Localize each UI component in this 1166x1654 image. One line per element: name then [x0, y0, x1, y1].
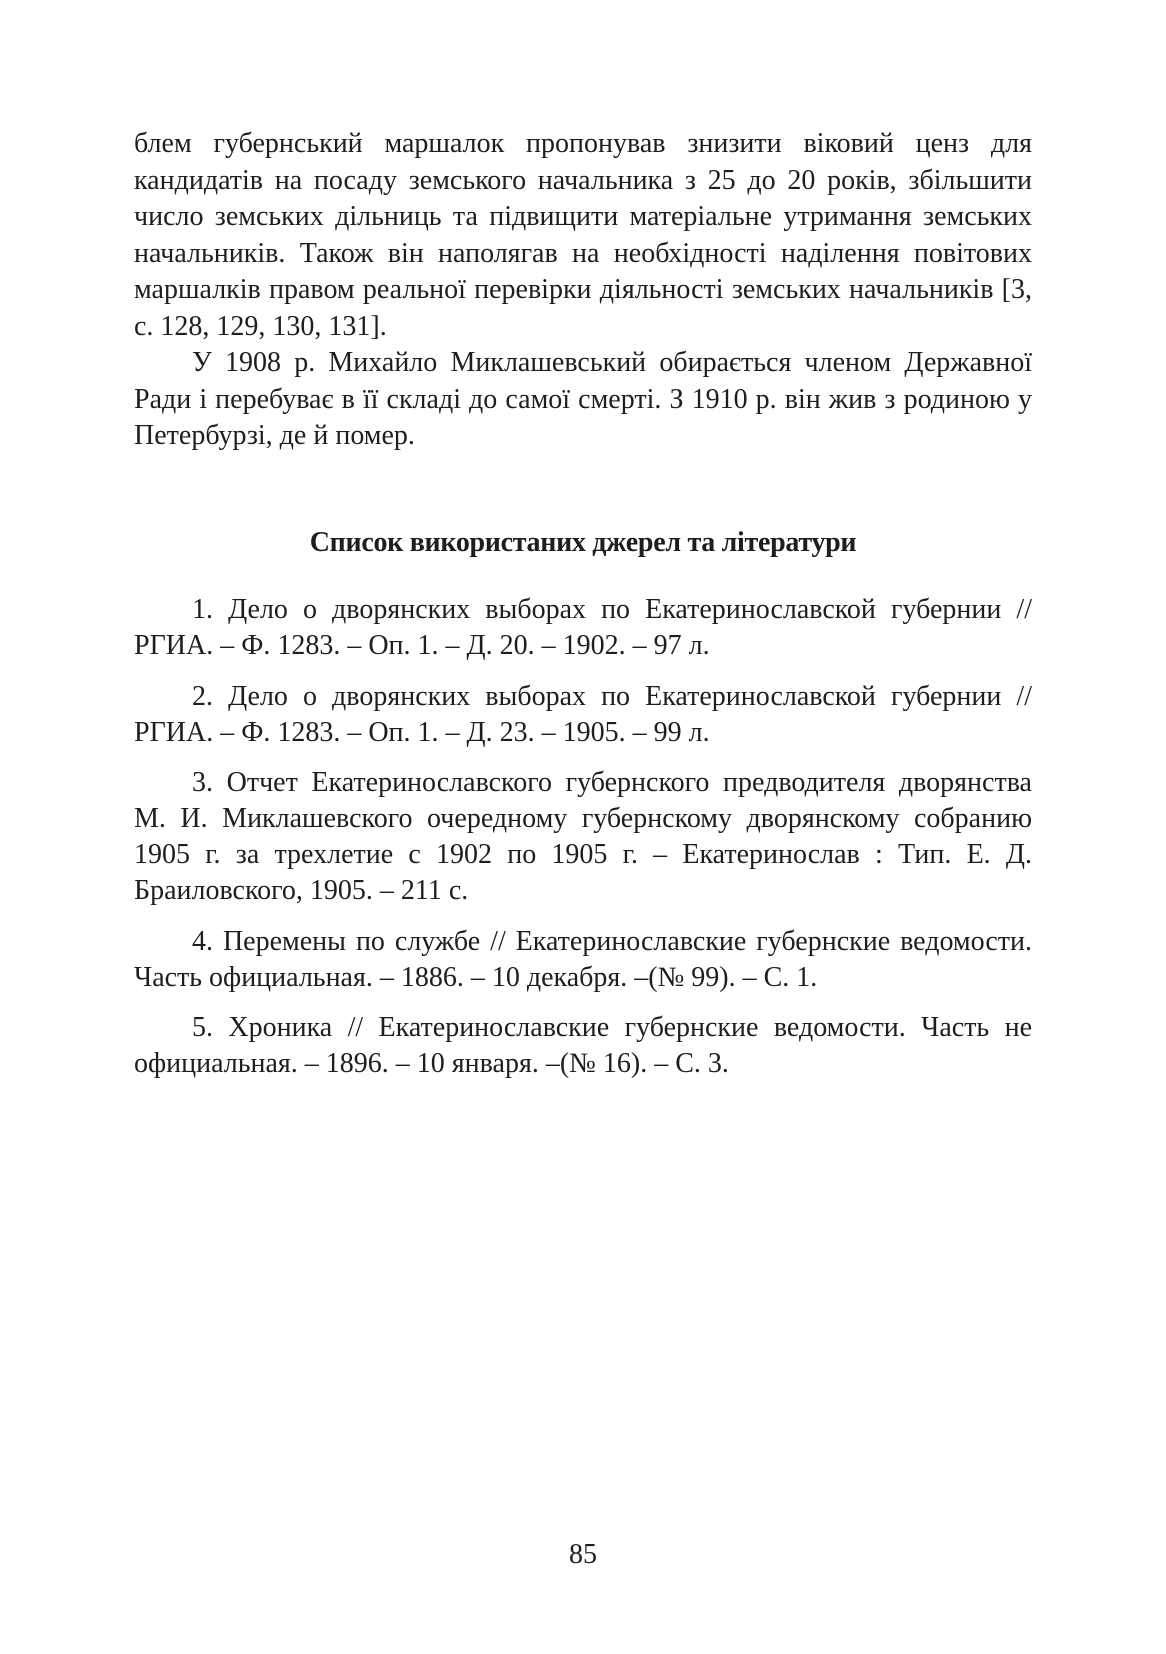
paragraph: У 1908 р. Михайло Миклашевський обирається членом Державної Ради і перебуває в її складі до самої смерті. З 1910 р. він жив з родиною у Петербурзі, де й помер. — [134, 347, 1032, 451]
references-list — [134, 592, 1032, 1097]
reference-item: 3. Отчет Екатеринославского губернского предводителя дворянства М. И. Миклашевского очередному губернскому дворянскому собранию 1905 г. за трехлетие с 1902 по 1905 г. – Екатеринослав : Тип. Е. Д. Браиловского, 1905. – 211 с. — [134, 767, 1032, 906]
paragraph-continuation: блем губернський маршалок пропонував знизити віковий ценз для кандидатів на посаду земського начальника з 25 до 20 років, збільшити число земських дільниць та підвищити матеріальне утримання земських начальників. Також він наполягав на необхідності наділення повітових маршалків правом реальної перевірки діяльності земських начальників [3, с. 128, 129, 130, 131]. — [134, 128, 1032, 342]
page-number: 85 — [569, 1539, 597, 1570]
body-text — [134, 126, 1032, 455]
reference-item: 2. Дело о дворянских выборах по Екатеринославской губернии // РГИА. – Ф. 1283. – Оп. 1. – Д. 23. – 1905. – 99 л. — [134, 680, 1032, 748]
reference-item: 4. Перемены по службе // Екатеринославские губернские ведомости. Часть официальная. – 1886. – 10 декабря. –(№ 99). – С. 1. — [134, 925, 1032, 993]
references-title: Список використаних джерел та літератури — [309, 527, 857, 559]
reference-item: 1. Дело о дворянских выборах по Екатеринославской губернии // РГИА. – Ф. 1283. – Оп. 1. – Д. 20. – 1902. – 97 л. — [134, 594, 1032, 661]
reference-item: 5. Хроника // Екатеринославские губернские ведомости. Часть не официальная. – 1896. – 10 января. –(№ 16). – С. 3. — [134, 1012, 1032, 1079]
